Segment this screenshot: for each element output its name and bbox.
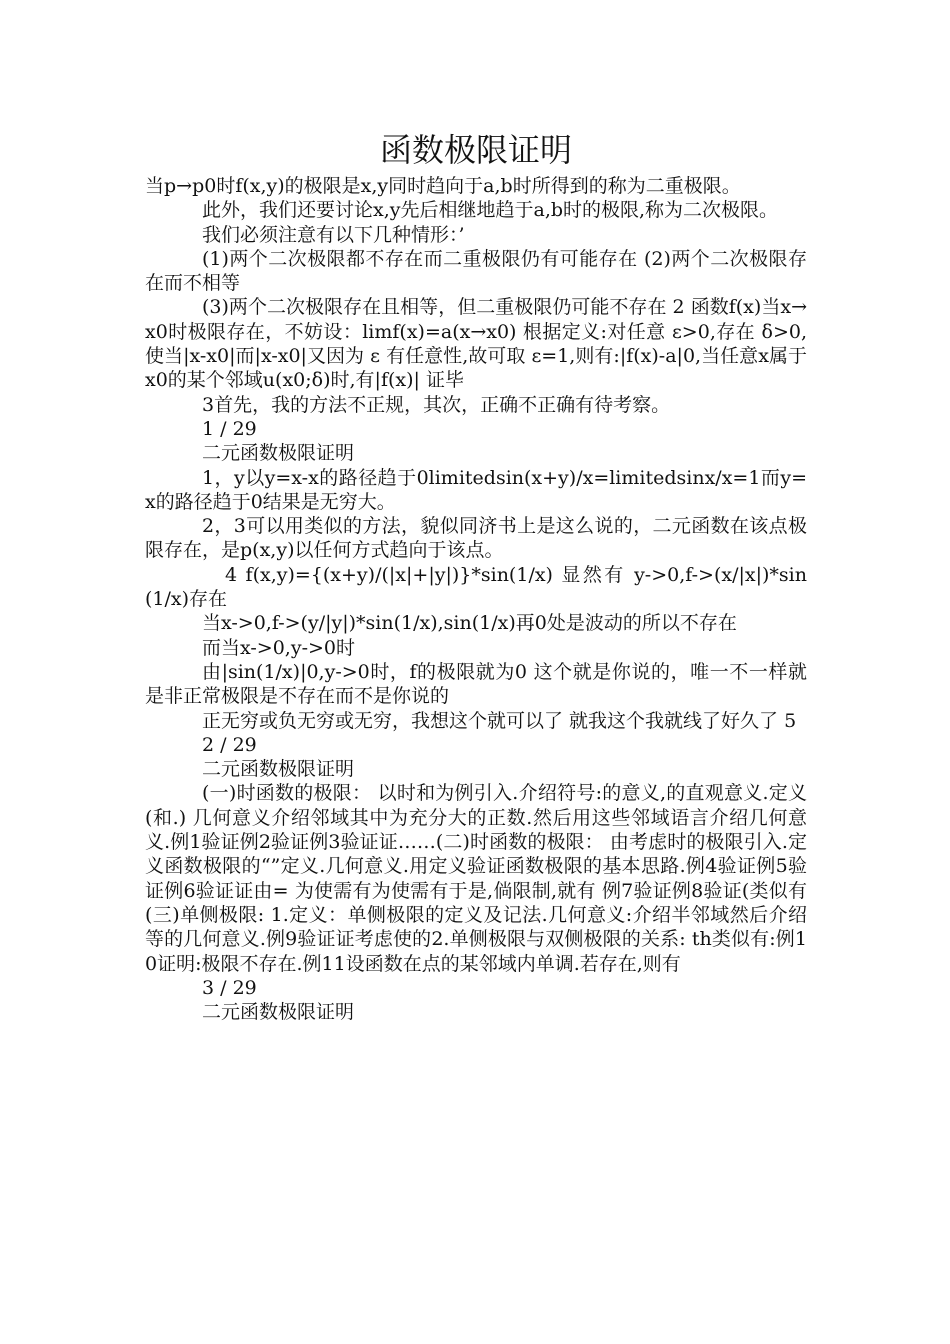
section-heading: 二元函数极限证明 xyxy=(202,758,355,781)
paragraph: 4 f(x,y)={(x+y)/(|x|+|y|)}*sin(1/x) 显然有 y->0,f->(x/|x|)*sin(1/x)存在 xyxy=(145,563,807,611)
section-heading: 二元函数极限证明 xyxy=(202,442,355,465)
document-body xyxy=(145,128,807,1024)
paragraph: 2，3可以用类似的方法，貌似同济书上是这么说的，二元函数在该点极限存在，是p(x,y)以任何方式趋向于该点。 xyxy=(145,515,807,562)
document-title: 函数极限证明 xyxy=(379,131,572,169)
paragraph: 由|sin(1/x)|0,y->0时，f的极限就为0 这个就是你说的，唯一不一样就是非正常极限是不存在而不是你说的 xyxy=(145,660,807,708)
paragraph: 我们必须注意有以下几种情形：’ xyxy=(202,223,465,246)
paragraph: 1，y以y=x-x的路径趋于0limitedsin(x+y)/x=limitedsinx/x=1而y=x的路径趋于0结果是无穷大。 xyxy=(145,466,807,513)
document-blocks xyxy=(145,174,807,1024)
paragraph: 3首先，我的方法不正规，其次，正确不正确有待考察。 xyxy=(202,393,671,416)
paragraph: 正无穷或负无穷或无穷，我想这个就可以了 就我这个我就线了好久了 5 xyxy=(202,709,797,732)
paragraph: 而当x->0,y->0时 xyxy=(202,636,356,659)
page-number: 1 / 29 xyxy=(202,417,257,440)
page-number: 3 / 29 xyxy=(202,976,257,999)
page-number: 2 / 29 xyxy=(202,733,257,756)
paragraph: (1)两个二次极限都不存在而二重极限仍有可能存在 (2)两个二次极限存在而不相等 xyxy=(145,247,807,295)
paragraph: 当p→p0时f(x,y)的极限是x,y同时趋向于a,b时所得到的称为二重极限。 xyxy=(145,175,741,197)
section-heading: 二元函数极限证明 xyxy=(202,1001,355,1024)
paragraph: (3)两个二次极限存在且相等，但二重极限仍可能不存在 2 函数f(x)当x→x0时极限存在，不妨设：limf(x)=a(x→x0) 根据定义:对任意 ε>0,存在 δ>0,使当|x-x0|而|x-x0|又因为 ε 有任意性,故可取 ε=1,则有:|f(x)-a|0,当任意x属于x0的某个邻域u(x0;δ)时,有|f(x)| 证毕 xyxy=(145,296,807,392)
paragraph: 此外，我们还要讨论x,y先后相继地趋于a,b时的极限,称为二次极限。 xyxy=(202,199,779,222)
paragraph: 当x->0,f->(y/|y|)*sin(1/x),sin(1/x)再0处是波动的所以不存在 xyxy=(202,612,737,635)
paragraph: (一)时函数的极限： 以时和为例引入.介绍符号:的意义,的直观意义.定义(和.) 几何意义介绍邻域其中为充分大的正数.然后用这些邻域语言介绍几何意义.例1验证例2验证例3验证证……(二)时函数的极限： 由考虑时的极限引入.定义函数极限的“”定义.几何意义.用定义验证函数极限的基本思路.例4验证例5验证例6验证证由= 为使需有为使需有于是,倘限制,就有 例7验证例8验证(类似有(三)单侧极限: 1.定义：单侧极限的定义及记法.几何意义:介绍半邻域然后介绍等的几何意义.例9验证证考虑使的2.单侧极限与双侧极限的关系: th类似有:例10证明:极限不存在.例11设函数在点的某邻域内单调.若存在,则有 xyxy=(145,782,807,975)
